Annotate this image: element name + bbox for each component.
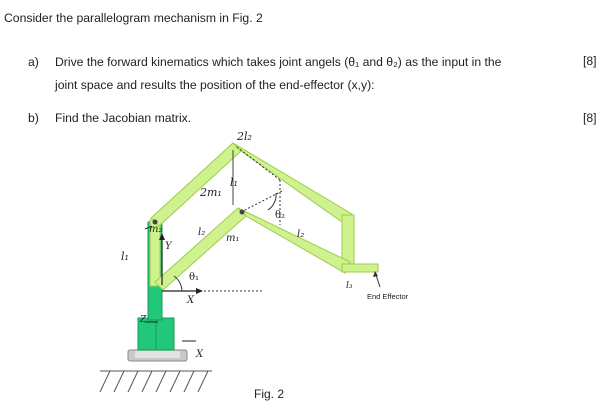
end-effector-bar — [342, 264, 378, 272]
label-l3: l₃ — [346, 281, 353, 291]
label-m1: m₁ — [226, 233, 240, 244]
question-b-text: Find the Jacobian matrix. — [55, 111, 192, 125]
question-a-line1: Drive the forward kinematics which takes joint angels (θ₁ and θ₂) as the input in the — [55, 55, 502, 69]
question-b-label: b) — [28, 111, 39, 125]
label-2m1: 2m₁ — [200, 186, 222, 199]
label-Z: Z — [140, 315, 147, 325]
label-Y: Y — [165, 241, 172, 252]
intro-text: Consider the parallelogram mechanism in Fig. 2 — [4, 11, 263, 25]
label-theta2: θ₂ — [275, 210, 286, 221]
label-X-base: X — [196, 349, 204, 360]
label-theta1: θ₁ — [189, 272, 200, 283]
base-plate-inner — [135, 351, 180, 358]
question-a-marks: [8] — [583, 54, 597, 68]
label-l1-side: l₁ — [121, 250, 129, 263]
top-left-link — [151, 143, 241, 226]
lower-right-link — [238, 208, 350, 273]
question-a-line2: joint space and results the position of the end-effector (x,y): — [55, 78, 375, 92]
label-l1-vertical: l₁ — [230, 176, 238, 189]
question-a-label: a) — [28, 55, 39, 69]
parallelogram-figure — [0, 120, 603, 404]
question-b-marks: [8] — [583, 111, 597, 125]
label-m2: m₂ — [149, 224, 163, 235]
figure-caption: Fig. 2 — [254, 387, 285, 401]
label-top-link: 2l₂ — [237, 130, 252, 143]
label-end-effector: End Effector — [367, 292, 409, 301]
ground-hatching — [100, 371, 212, 392]
label-l2-right: l₂ — [297, 229, 305, 240]
top-right-link — [233, 143, 352, 224]
label-X-upper: X — [187, 295, 195, 306]
label-l2-left: l₂ — [198, 227, 206, 238]
pivot-elbow — [240, 210, 245, 215]
